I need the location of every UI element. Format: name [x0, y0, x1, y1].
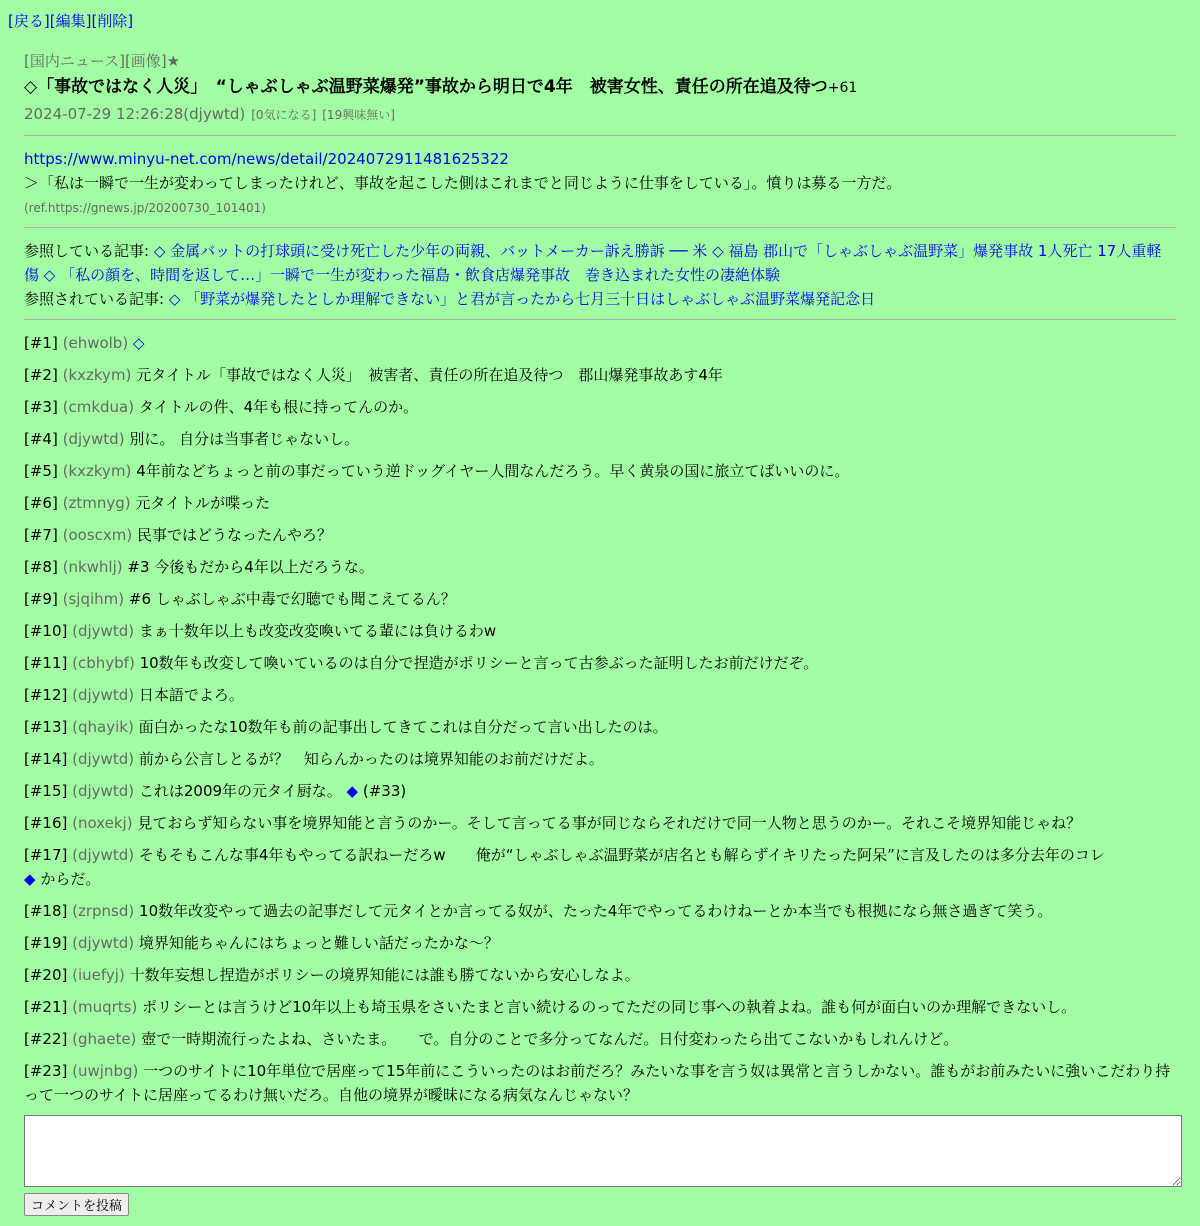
- referencing-label: 参照している記事:: [24, 242, 150, 260]
- comment-item: [24, 899, 1176, 923]
- comment-list: [24, 331, 1176, 1107]
- edit-link[interactable]: [編集]: [49, 12, 92, 30]
- comment-user-id: (kxzkym): [62, 366, 132, 384]
- comment-text: 境界知能ちゃんにはちょっと難しい話だったかな～？: [138, 934, 499, 952]
- comment-text: これは2009年の元タイ厨な。: [138, 782, 342, 800]
- comment-user-id: (iuefyj): [72, 966, 125, 984]
- comment-reply-count: (#33): [362, 782, 407, 800]
- comment-number[interactable]: [#21]: [24, 998, 68, 1016]
- referencing-article-link[interactable]: ◇ 「私の顔を、時間を返して…」一瞬で一生が変わった福島・飲食店爆発事故 巻き込まれた女性の凄絶体験: [43, 266, 780, 284]
- comment-user-id: (ghaete): [72, 1030, 137, 1048]
- comment-textarea[interactable]: [24, 1115, 1182, 1187]
- comment-item: [24, 843, 1176, 891]
- comment-user-id: (djywtd): [72, 686, 135, 704]
- top-navigation: [8, 9, 133, 33]
- comment-number[interactable]: [#9]: [24, 590, 58, 608]
- comment-user-id: (cmkdua): [62, 398, 135, 416]
- article-ref: (ref.https://gnews.jp/20200730_101401): [24, 201, 266, 215]
- comment-item: [24, 931, 1176, 955]
- comment-text: 一つのサイトに10年単位で居座って15年前にこういったのはお前だろ？みたいな事を言う奴は異常と言うしかない。誰もがお前みたいに強いこだわり持って一つのサイトに居座ってるわけ無いだろ。自他の境界が曖昧になる病気なんじゃない？: [24, 1062, 1171, 1104]
- article-quote: ＞「私は一瞬で一生が変わってしまったけれど、事故を起こした側はこれまでと同じように仕事をしている」。憤りは募る一方だ。: [24, 174, 902, 192]
- comment-text: 日本語でよろ。: [138, 686, 244, 704]
- comment-item: [24, 331, 1176, 355]
- comment-item: [24, 523, 1176, 547]
- comment-item: [24, 491, 1176, 515]
- comment-text: 面白かったな10数年も前の記事出してきてこれは自分だって言い出したのは。: [138, 718, 668, 736]
- comment-user-id: (ehwolb): [62, 334, 129, 352]
- comment-user-id: (ooscxm): [62, 526, 133, 544]
- comment-text: そもそもこんな事4年もやってる訳ねーだろw 俺が“しゃぶしゃぶ温野菜が店名とも解らずイキリたった阿呆”に言及したのは多分去年のコレ: [138, 846, 1105, 864]
- comment-user-id: (uwjnbg): [72, 1062, 139, 1080]
- comment-number[interactable]: [#13]: [24, 718, 68, 736]
- comment-number[interactable]: [#17]: [24, 846, 68, 864]
- comment-user-id: (kxzkym): [62, 462, 132, 480]
- comment-text: 4年前などちょっと前の事だっていう逆ドッグイヤー人間なんだろう。早く黄泉の国に旅立てばいいのに。: [136, 462, 850, 480]
- comment-user-id: (djywtd): [72, 846, 135, 864]
- comment-number[interactable]: [#3]: [24, 398, 58, 416]
- comment-user-id: (zrpnsd): [72, 902, 135, 920]
- comment-item: [24, 779, 1176, 803]
- comment-number[interactable]: [#6]: [24, 494, 58, 512]
- comment-text: タイトルの件、4年も根に持ってんのか。: [138, 398, 419, 416]
- comment-user-id: (ztmnyg): [62, 494, 131, 512]
- comment-anchor-link[interactable]: ◇: [132, 334, 145, 352]
- comment-user-id: (cbhybf): [72, 654, 135, 672]
- comment-number[interactable]: [#23]: [24, 1062, 68, 1080]
- comment-item: [24, 683, 1176, 707]
- divider: [24, 135, 1176, 136]
- comment-number[interactable]: [#19]: [24, 934, 68, 952]
- comment-item: [24, 811, 1176, 835]
- comment-item: [24, 587, 1176, 611]
- comment-text: 十数年妄想し捏造がポリシーの境界知能には誰も勝てないから安心しなよ。: [129, 966, 640, 984]
- article-main: [24, 49, 1176, 1217]
- comment-text: ポリシーとは言うけど10年以上も埼玉県をさいたまと言い続けるのってただの同じ事への執着よね。誰も何が面白いのか理解できないし。: [142, 998, 1077, 1016]
- referenced-label: 参照されている記事:: [24, 290, 165, 308]
- comment-user-id: (noxekj): [72, 814, 133, 832]
- post-comment-button[interactable]: コメントを投稿: [24, 1193, 129, 1216]
- referencing-article-link[interactable]: ◇ 金属バットの打球頭に受け死亡した少年の両親、バットメーカー訴え勝訴 ── 米: [153, 242, 708, 260]
- comment-number[interactable]: [#18]: [24, 902, 68, 920]
- comment-text: 10数年改変やって過去の記事だして元タイとか言ってる奴が、たった4年でやってるわけねーとか本当でも根拠になら無さ過ぎて笑う。: [139, 902, 1053, 920]
- comment-text: まぁ十数年以上も改変改変喚いてる輩には負けるわw: [138, 622, 497, 640]
- comment-number[interactable]: [#2]: [24, 366, 58, 384]
- comment-item: [24, 651, 1176, 675]
- delete-link[interactable]: [削除]: [91, 12, 134, 30]
- comment-text: 見ておらず知らない事を境界知能と言うのかー。そして言ってる事が同じならそれだけで同一人物と思うのかー。それこそ境界知能じゃね？: [137, 814, 1082, 832]
- comment-user-id: (sjqihm): [62, 590, 125, 608]
- article-category: [国内ニュース][画像]★: [24, 52, 181, 70]
- comment-item: [24, 363, 1176, 387]
- comment-item: [24, 427, 1176, 451]
- article-score: +61: [827, 80, 858, 96]
- comment-number[interactable]: [#20]: [24, 966, 68, 984]
- comment-anchor-link[interactable]: ◆: [346, 782, 359, 800]
- comment-number[interactable]: [#4]: [24, 430, 58, 448]
- comment-form: [24, 1115, 1176, 1217]
- comment-user-id: (djywtd): [62, 430, 125, 448]
- comment-item: [24, 1027, 1176, 1051]
- comment-number[interactable]: [#7]: [24, 526, 58, 544]
- comment-text: 元タイトル「事故ではなく人災」 被害者、責任の所在追及待つ 郡山爆発事故あす4年: [136, 366, 723, 384]
- comment-item: [24, 747, 1176, 771]
- comment-item: [24, 715, 1176, 739]
- article-meta: [24, 102, 1176, 127]
- article-body: [24, 147, 1176, 219]
- comment-text: 民事ではどうなったんやろ？: [137, 526, 333, 544]
- comment-user-id: (nkwhlj): [62, 558, 123, 576]
- comment-text: 10数年も改変して喚いているのは自分で捏造がポリシーと言って古参ぶった証明したお前だけだぞ。: [139, 654, 819, 672]
- comment-text: #6 しゃぶしゃぶ中毒で幻聴でも聞こえてるん？: [128, 590, 456, 608]
- comment-number[interactable]: [#16]: [24, 814, 68, 832]
- comment-anchor-link[interactable]: ◆: [24, 870, 36, 888]
- comment-item: [24, 395, 1176, 419]
- comment-text: #3 今後もだから4年以上だろうな。: [127, 558, 374, 576]
- comment-text: 壺で一時期流行ったよね、さいたま。 で。自分のことで多分ってなんだ。日付変わったら出てこないかもしれんけど。: [141, 1030, 959, 1048]
- divider: [24, 227, 1176, 228]
- divider: [24, 319, 1176, 320]
- comment-number[interactable]: [#22]: [24, 1030, 68, 1048]
- comment-item: [24, 555, 1176, 579]
- article-timestamp: 2024-07-29 12:26:28(djywtd): [24, 105, 246, 123]
- comment-user-id: (djywtd): [72, 622, 135, 640]
- comment-number[interactable]: [#1]: [24, 334, 58, 352]
- comment-user-id: (djywtd): [72, 934, 135, 952]
- comment-text: 元タイトルが喋った: [135, 494, 271, 512]
- comment-text: 前から公言しとるが？ 知らんかったのは境界知能のお前だけだよ。: [138, 750, 604, 768]
- comment-user-id: (qhayik): [72, 718, 134, 736]
- source-url-link[interactable]: https://www.minyu-net.com/news/detail/2024072911481625322: [24, 150, 509, 168]
- not-interested-count[interactable]: [19興味無い]: [322, 108, 395, 122]
- comment-number[interactable]: [#11]: [24, 654, 68, 672]
- referenced-articles: [24, 287, 1176, 311]
- comment-user-id: (djywtd): [72, 782, 135, 800]
- comment-item: [24, 963, 1176, 987]
- comment-number[interactable]: [#10]: [24, 622, 68, 640]
- comment-item: [24, 459, 1176, 483]
- comment-text-tail: からだ。: [40, 870, 101, 888]
- comment-number[interactable]: [#8]: [24, 558, 58, 576]
- comment-number[interactable]: [#14]: [24, 750, 68, 768]
- referenced-article-link[interactable]: ◇ 「野菜が爆発したとしか理解できない」と君が言ったから七月三十日はしゃぶしゃぶ温野菜爆発記念日: [168, 290, 876, 308]
- comment-text: 別に。 自分は当事者じゃないし。: [129, 430, 360, 448]
- comment-number[interactable]: [#15]: [24, 782, 68, 800]
- comment-number[interactable]: [#12]: [24, 686, 68, 704]
- comment-item: [24, 619, 1176, 643]
- comment-number[interactable]: [#5]: [24, 462, 58, 480]
- comment-item: [24, 1059, 1176, 1107]
- comment-user-id: (djywtd): [72, 750, 135, 768]
- referencing-article-link[interactable]: ◇ 福島 郡山で「しゃぶしゃぶ温野菜」爆発事故 1人死亡 17人重軽傷: [24, 242, 1162, 284]
- article-title-text: ◇「事故ではなく人災」 “しゃぶしゃぶ温野菜爆発”事故から明日で4年 被害女性、責任の所在追及待つ: [24, 77, 828, 97]
- back-link[interactable]: [戻る]: [8, 12, 50, 30]
- referencing-articles: [24, 239, 1176, 287]
- interested-count[interactable]: [0気になる]: [251, 108, 317, 122]
- comment-user-id: (muqrts): [72, 998, 138, 1016]
- comment-item: [24, 995, 1176, 1019]
- article-title: [24, 73, 1176, 102]
